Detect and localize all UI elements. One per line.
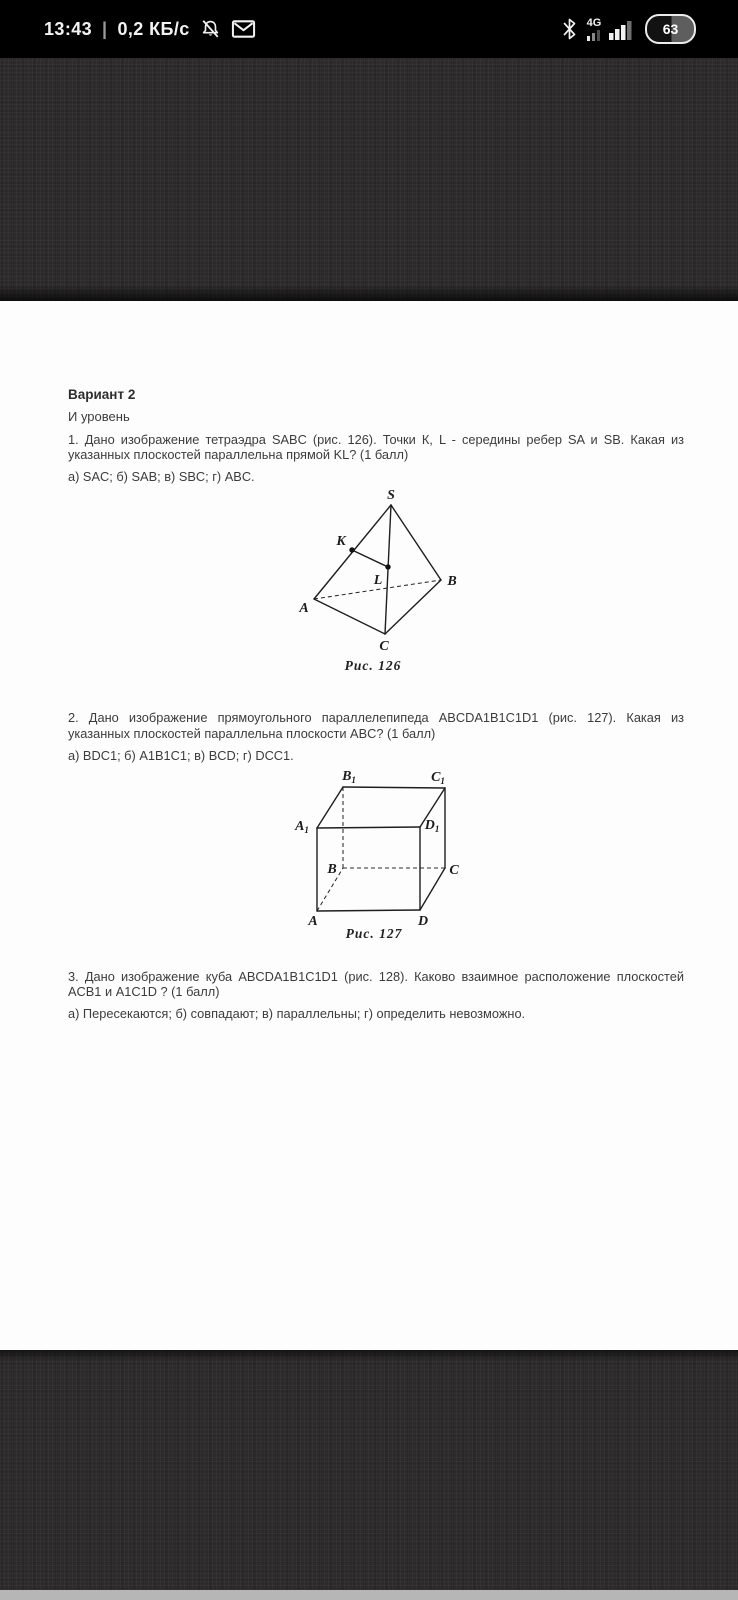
figure-126-tetrahedron — [276, 487, 476, 684]
edge-B1C1 — [343, 787, 445, 788]
figure-127-caption: Рис. 127 — [345, 925, 403, 941]
document-page[interactable] — [0, 301, 738, 1350]
vertex-label-B1: $B_1$ — [342, 768, 356, 785]
bottom-bar — [0, 1590, 738, 1600]
figure-126-caption: Рис. 126 — [344, 658, 402, 674]
problem-3-answers: а) Пересекаются; б) совпадают; в) параллельны; г) определить невозможно. — [68, 1006, 526, 1022]
vertex-label-L: L — [373, 573, 383, 589]
edge-DC — [420, 868, 445, 910]
problem-2 — [68, 710, 684, 762]
clock: 13:43 — [44, 18, 93, 39]
viewer-background-bottom — [0, 1350, 738, 1590]
status-bar-right — [562, 14, 738, 44]
variant-title: Вариант 2 — [68, 387, 136, 402]
edge-AD — [317, 910, 420, 911]
vertex-label-C: C — [379, 639, 389, 655]
edge-CB — [385, 580, 441, 634]
problem-2-answers: а) BDC1; б) A1B1C1; в) BCD; г) DCC1. — [68, 747, 294, 763]
network-type-label: 4G — [586, 16, 602, 29]
notifications-muted-icon — [199, 17, 222, 41]
vertex-label-D: D — [417, 913, 429, 929]
problem-3-text-line: 3. Дано изображение куба ABCDA1B1C1D1 (рис. 128). Каково взаимное расположение плоскостей — [68, 968, 684, 984]
point-L-dot — [385, 565, 390, 570]
sim1-network-indicator — [586, 18, 602, 41]
problem-1-text-line: 1. Дано изображение тетраэдра SABC (рис. 126). Точки К, L - середины ребер SA и SB. Какая из — [68, 432, 684, 447]
battery-indicator — [645, 14, 696, 44]
edge-D1A1 — [317, 827, 420, 828]
level-label: И уровень — [68, 409, 130, 424]
sim1-signal-icon — [586, 30, 602, 41]
edge-SB — [391, 505, 441, 580]
edge-AC — [314, 599, 385, 634]
problem-3 — [68, 969, 684, 1021]
vertex-label-A: A — [299, 601, 309, 617]
vertex-label-A1: $A_1$ — [295, 818, 309, 835]
vertex-label-C1: $C_1$ — [431, 769, 445, 786]
problem-1-answers: а) SAC; б) SAB; в) SBC; г) ABC. — [68, 469, 255, 485]
status-bar — [0, 0, 738, 58]
vertex-label-C: C — [449, 862, 459, 878]
viewer-background-top — [0, 58, 738, 301]
signal-bars-icon — [609, 18, 636, 40]
bluetooth-icon — [562, 16, 577, 42]
vertex-label-K: K — [336, 534, 346, 550]
status-bar-left — [0, 17, 256, 41]
problem-1-text-line: указанных плоскостей параллельна прямой KL? (1 балл) — [68, 447, 409, 463]
vertex-label-A: A — [308, 913, 318, 929]
status-divider: | — [102, 18, 108, 39]
battery-level-label: 63 — [662, 21, 679, 37]
problem-2-text-line: указанных плоскостей параллельна плоскости ABC? (1 балл) — [68, 725, 436, 741]
figure-127-parallelepiped — [281, 766, 471, 942]
vertex-label-B: B — [327, 861, 337, 877]
vertex-label-D1: $D_1$ — [424, 817, 440, 834]
segment-KL — [352, 550, 388, 567]
edge-A1B1 — [317, 787, 343, 828]
email-icon — [231, 18, 256, 40]
vertex-label-S: S — [387, 488, 395, 504]
point-K-dot — [349, 548, 354, 553]
problem-3-text-line: ACB1 и A1C1D ? (1 балл) — [68, 984, 220, 1000]
data-speed: 0,2 КБ/с — [117, 18, 190, 39]
problem-1 — [68, 432, 684, 484]
problem-2-text-line: 2. Дано изображение прямоугольного параллелепипеда ABCDA1B1C1D1 (рис. 127). Какая из — [68, 710, 684, 726]
vertex-label-B: B — [447, 574, 457, 590]
